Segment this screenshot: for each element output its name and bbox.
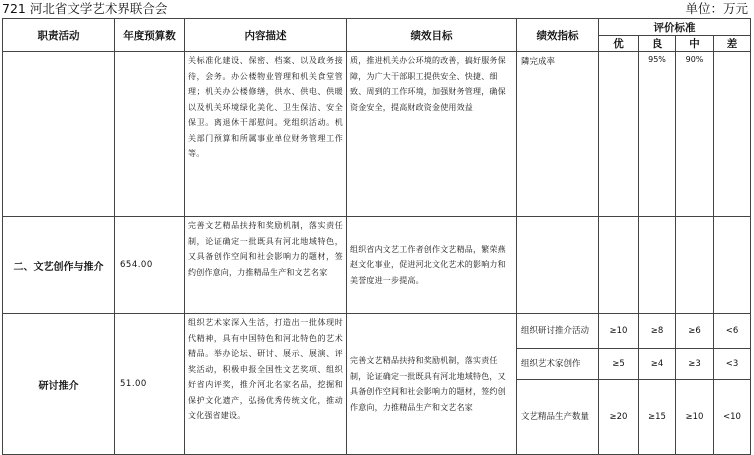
good-cell [639, 217, 676, 314]
medium-cell: ≥10 [676, 380, 714, 455]
good-cell: ≥4 [639, 349, 676, 380]
page-header [0, 0, 754, 18]
activity-cell: 研讨推介 [3, 314, 115, 455]
good-cell: 95% [639, 52, 676, 217]
budget-cell: 51.00 [115, 314, 185, 455]
content-cell: 关标准化建设、保密、档案、以及政务接待，会务。办公楼物业管理和机关食堂管理；机关办公楼修缮，供水、供电、供暖以及机关环境绿化美化、卫生保洁、安全保卫。离退休干部慰问。党组织活动。机关部门预算和所属事业单位财务管理工作等。 [185, 52, 347, 217]
excellent-cell: ≥20 [599, 380, 639, 455]
col-activity: 职责活动 [3, 19, 115, 52]
goal-cell: 质，推进机关办公环境的改善，搞好服务保障，为广大干部职工提供安全、快捷、细致、周到的工作环境，加强财务管理，确保资金安全，提高财政资金使用效益 [347, 52, 517, 217]
col-indicator: 绩效指标 [517, 19, 599, 52]
medium-cell [676, 217, 714, 314]
col-medium: 中 [676, 36, 714, 52]
medium-cell: 90% [676, 52, 714, 217]
budget-cell [115, 52, 185, 217]
poor-cell: <3 [714, 349, 751, 380]
col-poor: 差 [714, 36, 751, 52]
activity-cell: 二、文艺创作与推介 [3, 217, 115, 314]
budget-cell: 654.00 [115, 217, 185, 314]
goal-cell: 组织省内文艺工作者创作文艺精品，繁荣燕赵文化事业，促进河北文化艺术的影响力和美誉度进一步提高。 [347, 217, 517, 314]
content-cell: 组织艺术家深入生活，打造出一批体现时代精神，具有中国特色和河北特色的艺术精品。举办论坛、研讨、展示、展演、评奖活动，积极申报全国性文艺奖项、组织好省内评奖，推介河北名家名品，挖掘和保护文化遗产，弘扬优秀传统文化，推动文化强省建设。 [185, 314, 347, 455]
table-row [3, 217, 751, 314]
table-row [3, 314, 751, 349]
good-cell: ≥8 [639, 314, 676, 349]
indicator-cell: 隣完成率 [517, 52, 599, 217]
col-good: 良 [639, 36, 676, 52]
col-excellent: 优 [599, 36, 639, 52]
excellent-cell: ≥5 [599, 349, 639, 380]
col-budget: 年度预算数 [115, 19, 185, 52]
table-row [3, 52, 751, 217]
excellent-cell: ≥10 [599, 314, 639, 349]
poor-cell [714, 217, 751, 314]
indicator-cell: 文艺精品生产数量 [517, 380, 599, 455]
medium-cell: ≥6 [676, 314, 714, 349]
good-cell: ≥15 [639, 380, 676, 455]
medium-cell: ≥3 [676, 349, 714, 380]
poor-cell [714, 52, 751, 217]
unit-label: 单位：万元 [685, 1, 748, 16]
performance-table [2, 18, 751, 455]
indicator-cell [517, 217, 599, 314]
excellent-cell [599, 52, 639, 217]
org-title: 721 河北省文学艺术界联合会 [2, 1, 168, 16]
excellent-cell [599, 217, 639, 314]
col-eval: 评价标准 [599, 19, 751, 36]
col-goal: 绩效目标 [347, 19, 517, 52]
poor-cell: <6 [714, 314, 751, 349]
content-cell: 完善文艺精品扶持和奖励机制，落实责任制，论证确定一批既具有河北地域特色，又具备创作空间和社会影响力的题材，签约创作意向，力推精品生产和文艺名家 [185, 217, 347, 314]
indicator-cell: 组织艺术家创作 [517, 349, 599, 380]
activity-cell [3, 52, 115, 217]
header-row [3, 19, 751, 36]
poor-cell: <10 [714, 380, 751, 455]
indicator-cell: 组织研讨推介活动 [517, 314, 599, 349]
col-content: 内容描述 [185, 19, 347, 52]
goal-cell: 完善文艺精品扶持和奖励机制，落实责任制，论证确定一批既具有河北地域特色，又具备创作空间和社会影响力的题材，签约创作意向，力推精品生产和文艺名家 [347, 314, 517, 455]
